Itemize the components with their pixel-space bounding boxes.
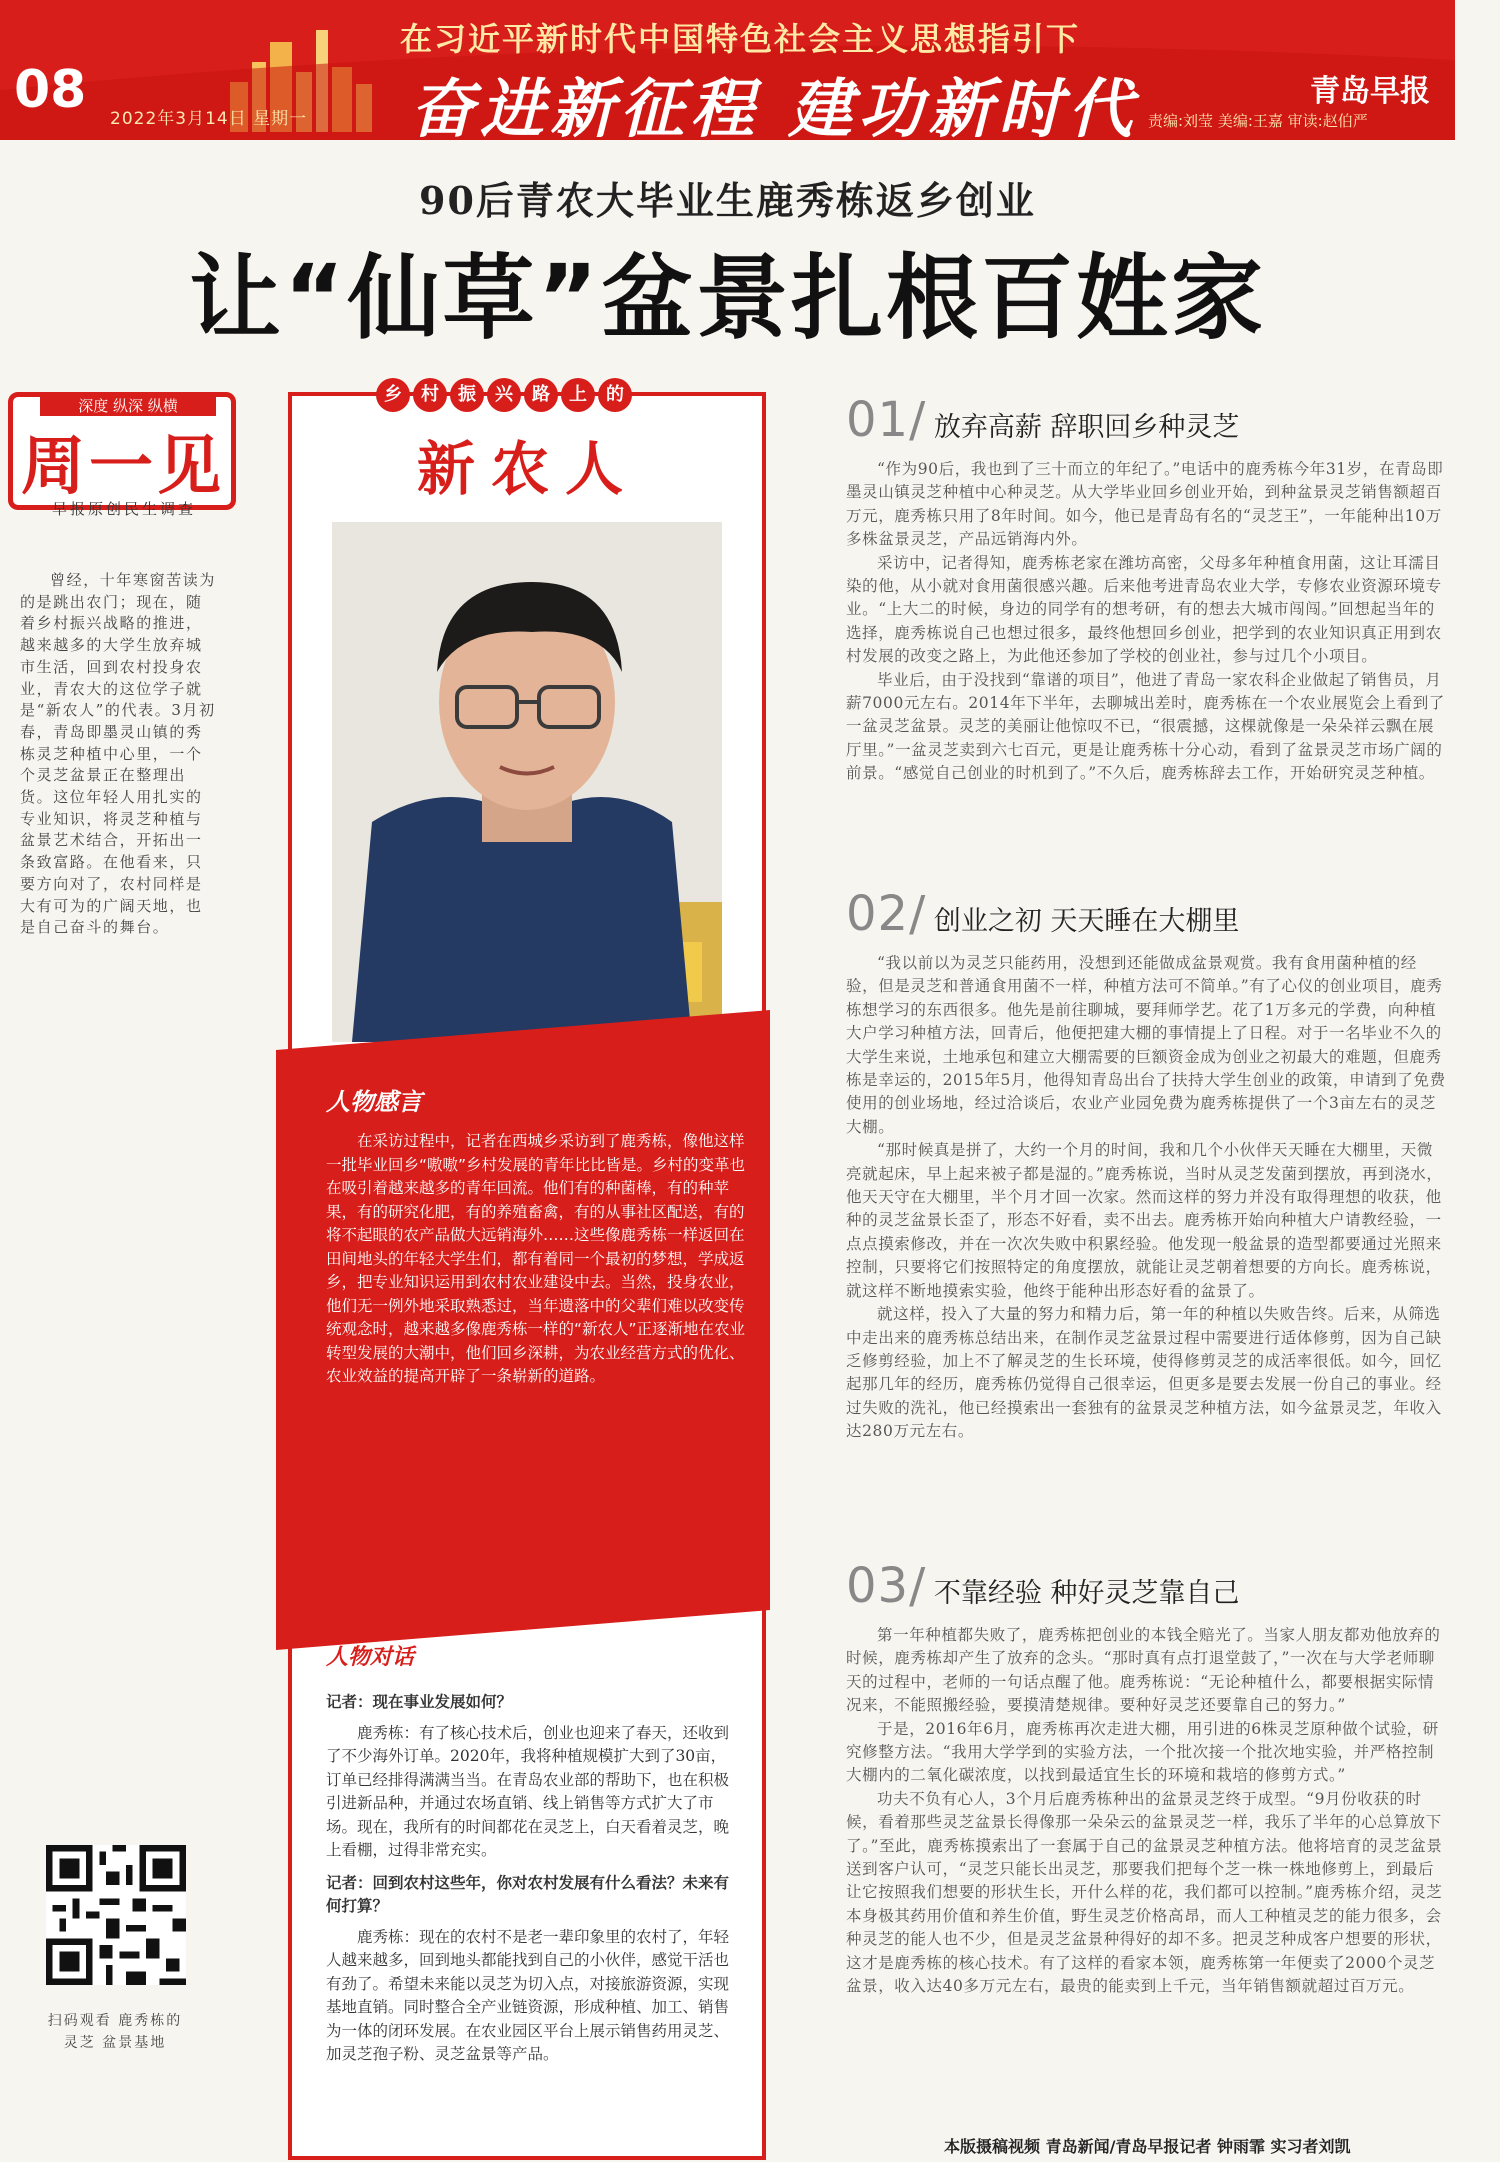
section-2 xyxy=(846,886,1448,1444)
section-paragraph: 功夫不负有心人，3个月后鹿秀栋种出的盆景灵芝终于成型。“9月份收获的时候，看着那些灵芝盆景长得像那一朵朵云的盆景灵芝一样，我乐了半年的心总算放下了。”至此，鹿秀栋摸索出了一套属于自己的盆景灵芝种植方法。他将培育的灵芝盆景送到客户认可，“灵芝只能长出灵芝，那要我们把每个芝一株一株地修剪上，到最后让它按照我们想要的形状生长，开什么样的花，我们都可以控制。”鹿秀栋介绍，灵芝本身极其药用价值和养生价值，野生灵芝价格高昂，而人工种植灵芝的能力很多，会种灵芝的能人也不少，但是灵芝盆景种得好的却不多。把灵芝种成客户想要的形状，这才是鹿秀栋的核心技术。有了这样的看家本领，鹿秀栋第一年便卖了2000个灵芝盆景，收入达40多万元左右，最贵的能卖到上千元，当年销售额就超过百万元。 xyxy=(846,1789,1443,1996)
section-1 xyxy=(846,392,1448,786)
insight-text: 在采访过程中，记者在西城乡采访到了鹿秀栋，像他这样一批毕业回乡“嗷嗷”乡村发展的青年比比皆是。乡村的变革也在吸引着越来越多的青年回流。他们有的种菌棒，有的种苹果，有的研究化肥，有的养殖畜禽，有的从事社区配送，有的将不起眼的农产品做大远销海外……这些像鹿秀栋一样返回在田间地头的年轻大学生们，都有着同一个最初的梦想，学成返乡，把专业知识运用到农村农业建设中去。当然，投身农业，他们无一例外地采取熟悉过，当年遗落中的父辈们难以改变传统观念时，越来越多像鹿秀栋一样的“新农人”正逐渐地在农业转型发展的大潮中，他们回乡深耕，为农业经营方式的优化、农业效益的提高开辟了一条崭新的道路。 xyxy=(326,1132,746,1385)
newspaper-logo: 青岛早报 xyxy=(1310,74,1430,109)
bead-char: 路 xyxy=(524,378,558,412)
bead-char: 兴 xyxy=(487,378,521,412)
bead-char: 乡 xyxy=(376,378,410,412)
qr-code[interactable] xyxy=(46,1845,186,1985)
article-headline: 让“仙草”盆景扎根百姓家 xyxy=(189,245,1266,352)
section-paragraph: 于是，2016年6月，鹿秀栋再次走进大棚，用引进的6株灵芝原种做个试验，研究修整方法。“我用大学学到的实验方法，一个批次接一个批次地实验，并严格控制大棚内的二氧化碳浓度，以找到最适宜生长的环境和栽培的修剪方式。” xyxy=(846,1719,1439,1785)
dialog-answer: 鹿秀栋：现在的农村不是老一辈印象里的农村了，年轻人越来越多，回到地头都能找到自己的小伙伴，感觉干活也有劲了。希望未来能以灵芝为切入点，对接旅游资源，实现基地直销。同时整合全产业链资源，形成种植、加工、销售为一体的闭环发展。在农业园区平台上展示销售药用灵芝、加灵芝孢子粉、灵芝盆景等产品。 xyxy=(326,1927,730,2063)
banner-top-line: 在习近平新时代中国特色社会主义思想指引下 xyxy=(400,20,1081,58)
feature-title: 新农人 xyxy=(416,435,639,503)
section-paragraph: 第一年种植都失败了，鹿秀栋把创业的本钱全赔光了。当家人朋友都劝他放弃的时候，鹿秀栋却产生了放弃的念头。“那时真有点打退堂鼓了，”一次在与大学老师聊天的过程中，老师的一句话点醒了他。鹿秀栋说：“无论种植什么，都要根据实际情况来，不能照搬经验，要摸清楚规律。要种好灵芝还要靠自己的努力。” xyxy=(846,1626,1441,1715)
dialog-title: 人物对话 xyxy=(326,1645,415,1670)
bead-char: 的 xyxy=(598,378,632,412)
section-3 xyxy=(846,1558,1448,1999)
bead-char: 振 xyxy=(450,378,484,412)
section-heading: 02/ 创业之初 天天睡在大棚里 xyxy=(846,886,1240,942)
column-logo-subtitle: 早报原创民生调查 xyxy=(51,500,196,518)
page-number: 08 xyxy=(14,60,87,120)
section-paragraph: “那时候真是拼了，大约一个月的时间，我和几个小伙伴天天睡在大棚里，天微亮就起床，早上起来被子都是湿的。”鹿秀栋说，当时从灵芝发菌到摆放，再到浇水，他天天守在大棚里，半个月才回一次家。然而这样的努力并没有取得理想的收获，他种的灵芝盆景长歪了，形态不好看，卖不出去。鹿秀栋开始向种植大户请教经验，一点点摸索修改，并在一次次失败中积累经验。他发现一般盆景的造型都要通过光照来控制，只要将它们按照特定的角度摆放，就能让灵芝朝着想要的方向长。鹿秀栋说，就这样不断地摸索实验，他终于能种出形态好看的盆景了。 xyxy=(846,1141,1443,1300)
section-title: 放弃高薪 辞职回乡种灵芝 xyxy=(933,412,1240,443)
bead-char: 上 xyxy=(561,378,595,412)
dialog-question: 记者：现在事业发展如何？ xyxy=(326,1692,513,1711)
article-subhead: 90后青农大毕业生鹿秀栋返乡创业 xyxy=(419,178,1036,223)
dialog-answer: 鹿秀栋：有了核心技术后，创业也迎来了春天，还收到了不少海外订单。2020年，我将种植规模扩大到了30亩，订单已经排得满满当当。在青岛农业部的帮助下，也在积极引进新品种，并通过农场直销、线上销售等方式扩大了市场。现在，我所有的时间都花在灵芝上，白天看着灵芝，晚上看棚，过得非常充实。 xyxy=(326,1723,730,1859)
portrait-photo xyxy=(332,522,722,1042)
section-title: 创业之初 天天睡在大棚里 xyxy=(933,906,1240,937)
section-number: 03 xyxy=(846,1558,910,1614)
bead-char: 村 xyxy=(413,378,447,412)
issue-date: 2022年3月14日 星期一 xyxy=(110,109,308,129)
banner-slogan: 奋进新征程 建功新时代 xyxy=(410,72,1139,147)
qr-caption: 扫码观看 鹿秀栋的灵芝 盆景基地 xyxy=(47,2013,183,2051)
section-paragraph: 采访中，记者得知，鹿秀栋老家在潍坊高密，父母多年种植食用菌，这让耳濡目染的他，从小就对食用菌很感兴趣。后来他考进青岛农业大学，专修农业资源环境专业。“上大二的时候，身边的同学有的想考研，有的想去大城市闯闯。”回想起当年的选择，鹿秀栋说自己也想过很多，最终他想回乡创业，把学到的农业知识真正用到农村发展的改变之路上，为此他还参加了学校的创业社，参与过几个小项目。 xyxy=(846,553,1442,666)
section-paragraph: “我以前以为灵芝只能药用，没想到还能做成盆景观赏。我有食用菌种植的经验，但是灵芝和普通食用菌不一样，种植方法可不简单。”有了心仪的创业项目，鹿秀栋想学习的东西很多。他先是前往聊城，要拜师学艺。花了1万多元的学费，向种植大户学习种植方法，回青后，他便把建大棚的事情提上了日程。对于一名毕业不久的大学生来说，土地承包和建立大棚需要的巨额资金成为创业之初最大的难题，但鹿秀栋是幸运的，2015年5月，他得知青岛出台了扶持大学生创业的政策，申请到了免费使用的创业场地，经过洽谈后，农业产业园免费为鹿秀栋提供了一个3亩左右的灵芝大棚。 xyxy=(846,954,1446,1136)
section-number: 02 xyxy=(846,886,910,942)
column-logo-tagline: 深度 纵深 纵横 xyxy=(40,396,216,416)
section-title: 不靠经验 种好灵芝靠自己 xyxy=(933,1578,1240,1609)
section-paragraph: “作为90后，我也到了三十而立的年纪了。”电话中的鹿秀栋今年31岁，在青岛即墨灵山镇灵芝种植中心种灵芝。从大学毕业回乡创业开始，到种盆景灵芝销售额超百万元，鹿秀栋只用了8年时间。如今，他已是青岛有名的“灵芝王”，一年能种出10万多株盆景灵芝，产品远销海内外。 xyxy=(846,460,1444,549)
feature-bead-label xyxy=(376,378,635,412)
section-heading: 01/ 放弃高薪 辞职回乡种灵芝 xyxy=(846,392,1240,448)
editor-credits: 责编:刘莹 美编:王嘉 审读:赵伯严 xyxy=(1148,112,1368,130)
article-byline: 本版摄稿视频 青岛新闻/青岛早报记者 钟雨霏 实习者刘凯 xyxy=(944,2137,1351,2156)
column-intro-text: 曾经，十年寒窗苦读为的是跳出农门；现在，随着乡村振兴战略的推进，越来越多的大学生放弃城市生活，回到农村投身农业，青农大的这位学子就是“新农人”的代表。3月初春，青岛即墨灵山镇的秀栋灵芝种植中心里，一个个灵芝盆景正在整理出货。这位年轻人用扎实的专业知识，将灵芝种植与盆景艺术结合，开拓出一条致富路。在他看来，只要方向对了，农村同样是大有可为的广阔天地，也是自己奋斗的舞台。 xyxy=(20,571,217,937)
dialog-body xyxy=(326,1690,736,2075)
insight-title: 人物感言 xyxy=(326,1088,422,1116)
section-paragraph: 就这样，投入了大量的努力和精力后，第一年的种植以失败告终。后来，从筛选中走出来的鹿秀栋总结出来，在制作灵芝盆景过程中需要进行适体修剪，因为自己缺乏修剪经验，加上不了解灵芝的生长环境，使得修剪灵芝的成活率很低。如今，回忆起那几年的经历，鹿秀栋仍觉得自己很幸运，但更多是要去发展一份自己的事业。经过失败的洗礼，他已经摸索出一套独有的盆景灵芝种植方法，如今盆景灵芝，年收入达280万元左右。 xyxy=(846,1305,1442,1441)
dialog-question: 记者：回到农村这些年，你对农村发展有什么看法？未来有何打算？ xyxy=(326,1872,730,1915)
column-logo-title: 周一见 xyxy=(21,429,225,504)
section-heading: 03/ 不靠经验 种好灵芝靠自己 xyxy=(846,1558,1240,1614)
section-number: 01 xyxy=(846,392,910,448)
section-paragraph: 毕业后，由于没找到“靠谱的项目”，他进了青岛一家农科企业做起了销售员，月薪7000元左右。2014年下半年，去聊城出差时，鹿秀栋在一个农业展览会上看到了一盆灵芝盆景。灵芝的美丽让他惊叹不已，“很震撼，这棵就像是一朵朵祥云飘在展厅里。”一盆灵芝卖到六七百元，更是让鹿秀栋十分心动，看到了盆景灵芝市场广阔的前景。“感觉自己创业的时机到了。”不久后，鹿秀栋辞去工作，开始研究灵芝种植。 xyxy=(846,670,1445,783)
